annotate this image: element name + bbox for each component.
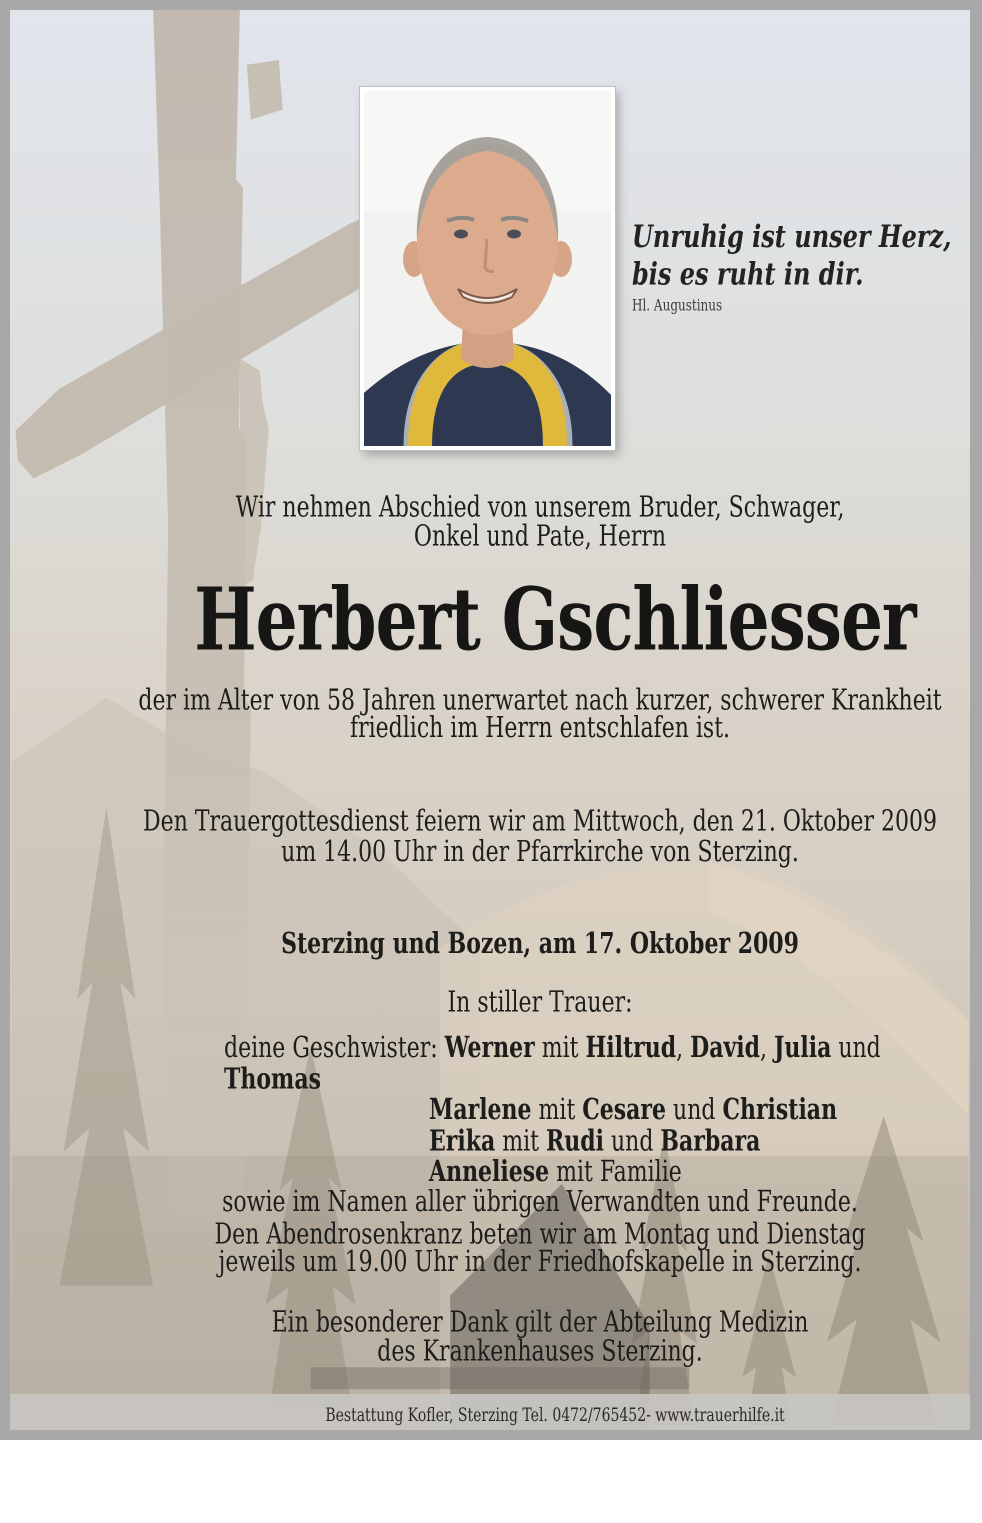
mourner-text: mit [534,1031,586,1065]
memorial-card [10,10,970,1430]
mourner-name: Barbara [660,1123,761,1158]
mourners-line-3 [429,1123,965,1158]
rosary-block [115,1218,965,1280]
quote-block [632,217,962,316]
death-notice-line-1: der im Alter von 58 Jahren unerwartet nach kurzer, schwerer Krankheit [138,684,942,718]
footer-line: Bestattung Kofler, Sterzing Tel. 0472/765452- www.trauerhilfe.it [325,1405,785,1427]
mourners-closing: sowie im Namen aller übrigen Verwandten und Freunde. [222,1185,858,1219]
mourner-text: und [666,1093,723,1127]
mourners-block [115,1030,965,1219]
farewell-line-2: Onkel und Pate, Herrn [413,520,667,554]
rosary-line-1: Den Abendrosenkranz beten wir am Montag und Dienstag [214,1218,866,1252]
portrait-photo [360,87,615,450]
thanks-block [115,1306,965,1369]
quote-attribution: Hl. Augustinus [632,296,723,315]
log-silhouette [311,1367,690,1389]
mourner-text: , [759,1031,774,1065]
mourner-name: Julia [773,1030,832,1065]
portrait-illustration [364,91,611,446]
mourner-text: mit Familie [549,1155,682,1189]
mourners-line-2 [429,1092,965,1127]
mourner-name: Christian [722,1092,838,1127]
mourning-header: In stiller Trauer: [447,986,633,1020]
mourner-text: , [676,1031,691,1065]
mourner-name: Anneliese [429,1154,550,1189]
service-line-1: Den Trauergottesdienst feiern wir am Mittwoch, den 21. Oktober 2009 [143,805,937,839]
mourners-line-1 [224,1030,965,1096]
mourner-text: und [603,1124,661,1158]
mourner-name: Erika [429,1123,496,1158]
mourner-name: Cesare [582,1092,667,1127]
farewell-line-1: Wir nehmen Abschied von unserem Bruder, Schwager, [235,491,845,525]
quote-line-2: bis es ruht in dir. [632,254,864,293]
mourner-name: Hiltrud [585,1030,677,1065]
death-notice-block [115,684,965,746]
mourner-name: Marlene [429,1092,532,1127]
cross-corpus [240,359,269,588]
dateline: Sterzing und Bozen, am 17. Oktober 2009 [281,926,799,961]
service-line-2: um 14.00 Uhr in der Pfarrkirche von Sterzing. [281,835,799,869]
death-notice-line-2: friedlich im Herrn entschlafen ist. [349,712,731,746]
mourner-name: David [690,1030,760,1065]
quote-line-1: Unruhig ist unser Herz, [632,217,952,255]
service-block [115,805,965,869]
mourner-text: mit [495,1124,546,1158]
cross-upper-stub [247,60,283,120]
deceased-name: Herbert Gschliesser [194,569,916,671]
rosary-line-2: jeweils um 19.00 Uhr in der Friedhofskapelle in Sterzing. [218,1246,862,1280]
mourner-text: deine Geschwister: [224,1031,445,1065]
mourner-name: Rudi [545,1123,604,1158]
farewell-block [115,491,965,554]
mourner-text: und [831,1031,881,1065]
thanks-line-1: Ein besonderer Dank gilt der Abteilung Medizin [271,1306,809,1340]
mourners-line-4 [429,1154,965,1189]
mourner-name: Werner [444,1030,535,1065]
mourner-name: Thomas [224,1061,321,1096]
thanks-line-2: des Krankenhauses Sterzing. [377,1335,703,1369]
mourner-text: mit [531,1093,583,1127]
